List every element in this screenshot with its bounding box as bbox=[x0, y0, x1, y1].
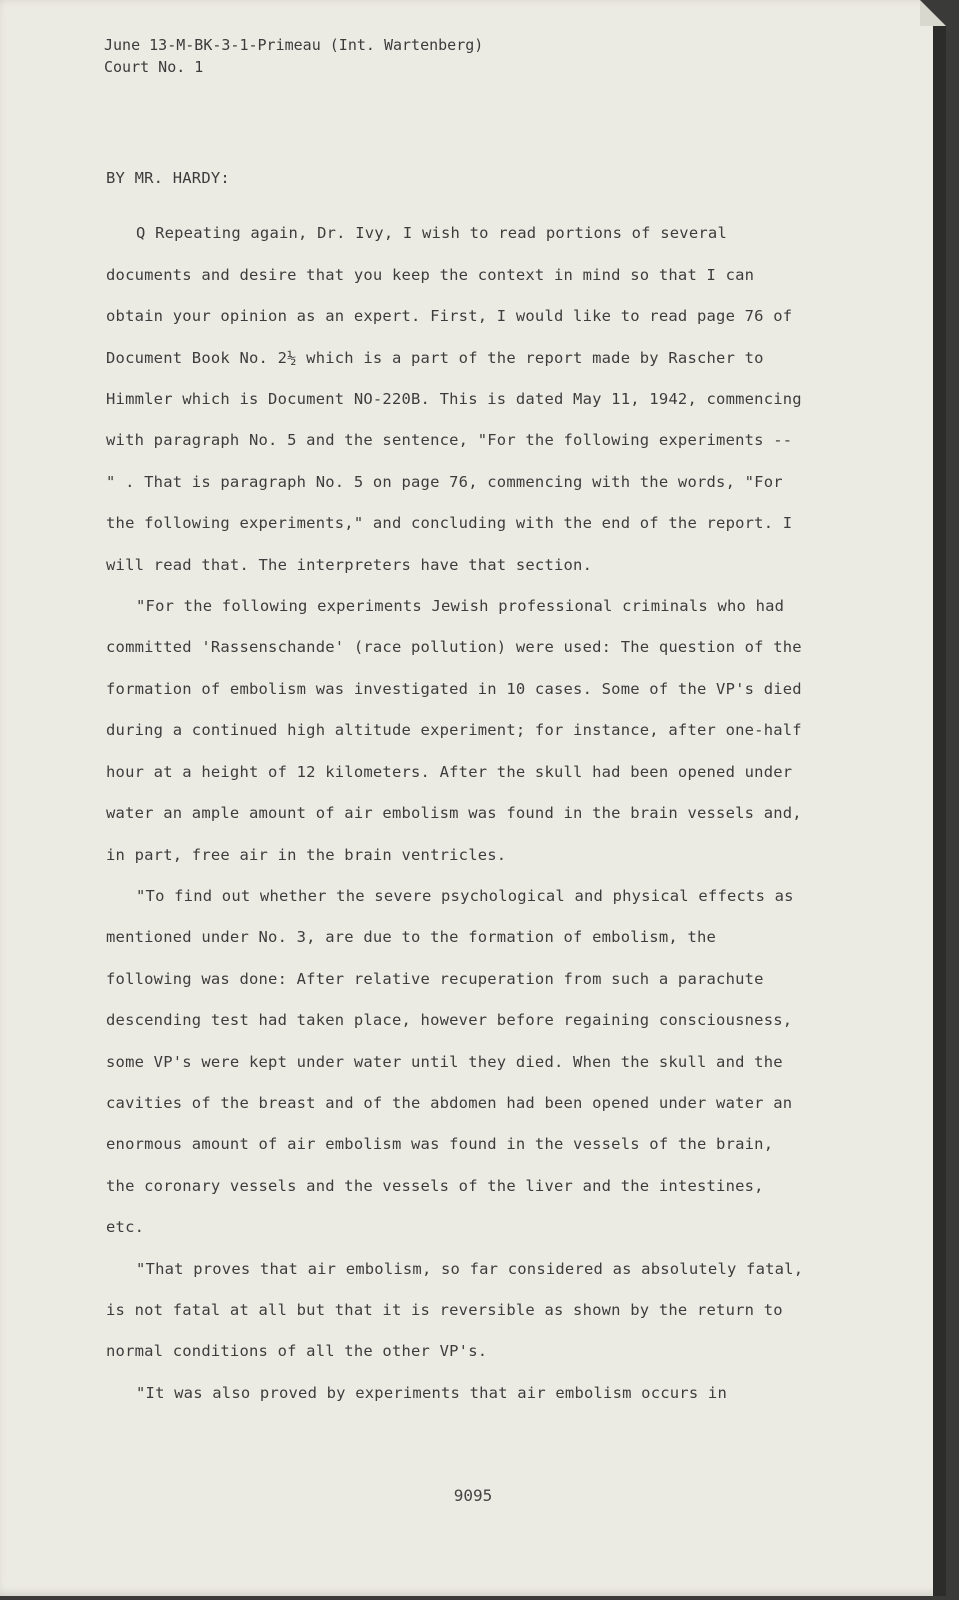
paragraph-quote-1: "For the following experiments Jewish professional criminals who had committed 'Rassenschande' (race pollution) were used: The question of the formation of embolism was investigated in 10 cases. Some of the VP's died during a continued high altitude experiment; for instance, after one-half hour at a height of 12 kilometers. After the skull had been opened under water an ample amount of air embolism was found in the brain vessels and, in part, free air in the brain ventricles. bbox=[106, 597, 802, 864]
document-header bbox=[104, 34, 483, 78]
transcript-body bbox=[106, 158, 806, 1414]
page-edge-shadow bbox=[933, 26, 946, 1596]
header-line-1: June 13-M-BK-3-1-Primeau (Int. Wartenberg) bbox=[104, 36, 484, 54]
speaker-label: BY MR. HARDY: bbox=[106, 169, 230, 187]
page-corner-fold bbox=[920, 0, 946, 26]
paragraph-quote-3: "That proves that air embolism, so far considered as absolutely fatal, is not fatal at all but that it is reversible as shown by the return to normal conditions of all the other VP's. bbox=[106, 1259, 804, 1361]
header-line-2: Court No. 1 bbox=[104, 58, 204, 76]
paragraph-quote-2: "To find out whether the severe psychological and physical effects as mentioned under No. 3, are due to the formation of embolism, the following was done: After relative recuperation from such a parachute descending test had taken place, however before regaining consciousness, some VP's were kept under water until they died. When the skull and the cavities of the breast and of the abdomen had been opened under water an enormous amount of air embolism was found in the vessels of the brain, the coronary vessels and the vessels of the liver and the intestines, etc. bbox=[106, 886, 794, 1237]
paragraph-quote-4: "It was also proved by experiments that air embolism occurs in bbox=[136, 1383, 727, 1402]
page-number: 9095 bbox=[453, 1486, 493, 1505]
paragraph-question: Q Repeating again, Dr. Ivy, I wish to read portions of several documents and desire that you keep the context in mind so that I can obtain your opinion as an expert. First, I would like to read page 76 of Document Book No. 2½ which is a part of the report made by Rascher to Himmler which is Document NO-220B. This is dated May 11, 1942, commencing with paragraph No. 5 and the sentence, "For the following experiments -- " . That is paragraph No. 5 on page 76, commencing with the words, "For the following experiments," and concluding with the end of the report. I will read that. The interpreters have that section. bbox=[106, 224, 802, 574]
